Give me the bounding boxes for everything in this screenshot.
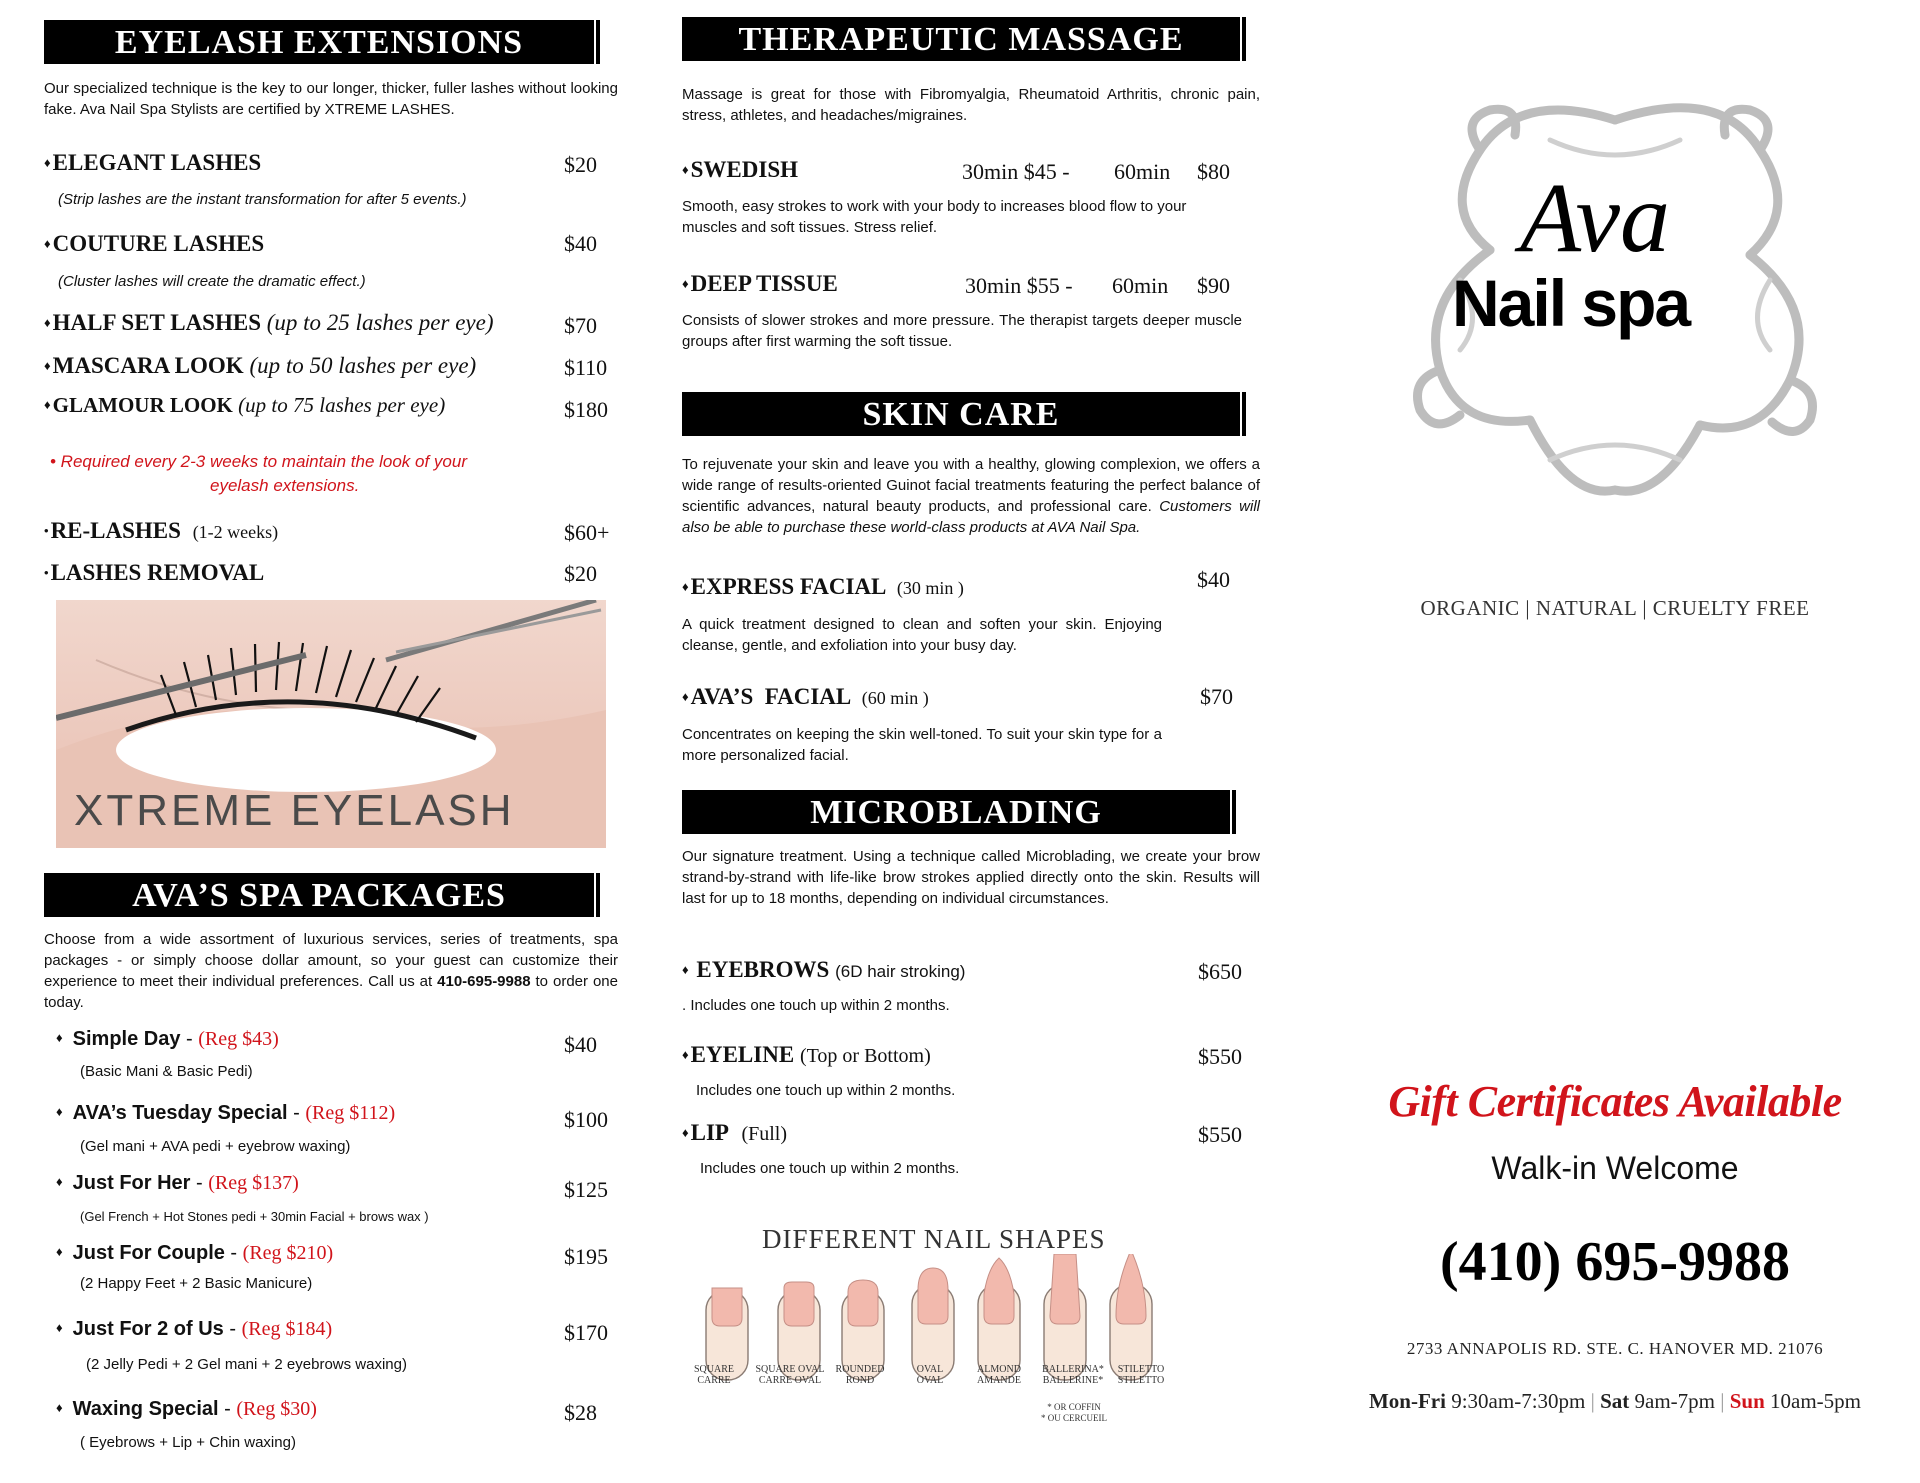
ava-logo xyxy=(1400,80,1830,520)
eyelash-item: ♦MASCARA LOOK (up to 50 lashes per eye) xyxy=(44,353,477,378)
skincare-title: SKIN CARE xyxy=(682,392,1240,436)
relashes-item: •RE-LASHES (1-2 weeks) xyxy=(44,518,279,543)
massage-duration: 60min xyxy=(1112,273,1169,298)
nail-shape-footnote xyxy=(1034,1402,1114,1424)
massage-banner xyxy=(682,17,1240,61)
required-note-line: • Required every 2-3 weeks to maintain the look of your xyxy=(50,452,467,471)
package-item: ♦ Just For Her - (Reg $137) xyxy=(56,1172,299,1194)
eyelash-photo xyxy=(56,600,606,848)
package-reg-price: (Reg $210) xyxy=(242,1242,334,1264)
nail-shape-label xyxy=(748,1364,832,1386)
logo-text-nailspa: Nail spa xyxy=(1452,266,1690,340)
item-name: COUTURE LASHES xyxy=(52,231,265,256)
footnote-line: * OU CERCUEIL xyxy=(1041,1413,1107,1423)
item-name: EYEBROWS xyxy=(696,957,830,982)
package-reg-price: (Reg $112) xyxy=(305,1102,396,1124)
item-name: RE-LASHES xyxy=(50,518,181,543)
required-note-line: eyelash extensions. xyxy=(210,476,360,495)
shape-label-en: STILETTO xyxy=(1117,1364,1165,1375)
package-reg-price: (Reg $184) xyxy=(241,1318,333,1340)
item-name: EXPRESS FACIAL xyxy=(690,574,886,599)
item-modifier: (up to 25 lashes per eye) xyxy=(266,310,494,335)
walk-in-welcome: Walk-in Welcome xyxy=(1491,1150,1739,1186)
footnote-line: * OR COFFIN xyxy=(1047,1402,1101,1412)
shape-label-fr: ROND xyxy=(845,1375,875,1386)
package-name: Simple Day xyxy=(72,1028,181,1050)
massage-intro: Massage is great for those with Fibromyalgia, Rheumatoid Arthritis, chronic pain, stress, athletes, and headaches/migraines. xyxy=(682,86,1260,124)
item-price: $110 xyxy=(564,355,608,380)
item-price: $80 xyxy=(1197,159,1230,184)
item-name: ELEGANT LASHES xyxy=(52,150,262,175)
package-item: ♦ Waxing Special - (Reg $30) xyxy=(56,1398,317,1420)
microblading-banner xyxy=(682,790,1230,834)
hours-day: Sat xyxy=(1600,1389,1630,1413)
item-price: $550 xyxy=(1198,1122,1242,1147)
photo-caption: XTREME EYELASH xyxy=(74,786,515,835)
package-desc: (Gel mani + AVA pedi + eyebrow waxing) xyxy=(80,1138,351,1155)
item-name: MASCARA LOOK xyxy=(52,353,244,378)
hours-time: 10am-5pm xyxy=(1770,1389,1862,1413)
package-name: Waxing Special xyxy=(72,1398,219,1420)
microblading-desc: . Includes one touch up within 2 months. xyxy=(682,997,950,1014)
package-price: $40 xyxy=(564,1032,597,1057)
item-note: (Cluster lashes will create the dramatic effect.) xyxy=(58,273,366,290)
item-name: AVA’S FACIAL xyxy=(690,684,850,709)
eyelash-item: ♦HALF SET LASHES (up to 25 lashes per eye) xyxy=(44,310,494,335)
shape-label-fr: CARRE OVAL xyxy=(758,1375,822,1386)
massage-title: THERAPEUTIC MASSAGE xyxy=(682,17,1240,61)
facial-item: ♦AVA’S FACIAL (60 min ) xyxy=(682,684,929,709)
nail-shape-label xyxy=(686,1364,742,1386)
packages-title: AVA’S SPA PACKAGES xyxy=(44,873,594,917)
phone-number[interactable]: (410) 695-9988 xyxy=(1440,1231,1790,1293)
item-name: LASHES REMOVAL xyxy=(50,560,265,585)
eyelash-intro: Our specialized technique is the key to our longer, thicker, fuller lashes without looking fake. Ava Nail Spa Stylists are certified by XTREME LASHES. xyxy=(44,80,618,118)
massage-duration: 60min xyxy=(1114,159,1171,184)
hours-day: Mon-Fri xyxy=(1368,1389,1446,1413)
eyelash-item: ♦ELEGANT LASHES xyxy=(44,150,262,175)
massage-item: ♦DEEP TISSUE xyxy=(682,271,838,296)
hours-divider: | xyxy=(1720,1389,1725,1413)
microblading-desc: Includes one touch up within 2 months. xyxy=(696,1082,956,1099)
skincare-intro xyxy=(682,454,1260,538)
item-price: $650 xyxy=(1198,959,1242,984)
removal-item: •LASHES REMOVAL xyxy=(44,560,265,585)
microblading-title: MICROBLADING xyxy=(682,790,1230,834)
package-name: AVA’s Tuesday Special xyxy=(72,1102,288,1124)
item-modifier: (Top or Bottom) xyxy=(799,1045,931,1067)
massage-item: ♦SWEDISH xyxy=(682,157,799,182)
shape-label-en: BALLERINA* xyxy=(1042,1364,1104,1375)
package-price: $28 xyxy=(564,1400,597,1425)
item-modifier: (30 min ) xyxy=(896,578,964,598)
package-reg-price: (Reg $43) xyxy=(198,1028,279,1050)
shape-label-fr: CARRE xyxy=(697,1375,731,1386)
item-name: GLAMOUR LOOK xyxy=(52,393,233,417)
item-price: $20 xyxy=(564,152,597,177)
shape-label-en: OVAL xyxy=(916,1364,944,1375)
intro-text: Choose from a wide assortment of luxurious services, series of treatments, spa packages - or simply choose dollar amount, so your guest can customize their experience to meet their individual preferences. Call us at xyxy=(44,931,618,990)
massage-duration: 30min $45 - xyxy=(962,159,1070,184)
item-modifier: (up to 75 lashes per eye) xyxy=(238,393,446,417)
item-price: $90 xyxy=(1197,273,1230,298)
microblading-desc: Includes one touch up within 2 months. xyxy=(700,1160,960,1177)
package-reg-price: (Reg $137) xyxy=(208,1172,299,1194)
nail-shape-label xyxy=(1108,1364,1174,1386)
item-price: $70 xyxy=(1200,684,1233,709)
address: 2733 ANNAPOLIS RD. STE. C. HANOVER MD. 21076 xyxy=(1406,1339,1824,1358)
massage-desc: Smooth, easy strokes to work with your body to increases blood flow to your muscles and soft tissues. Stress relief. xyxy=(682,198,1187,236)
shape-label-fr: AMANDE xyxy=(977,1375,1021,1386)
nail-shape-label xyxy=(1038,1364,1108,1386)
packages-banner xyxy=(44,873,594,917)
item-note: (Strip lashes are the instant transformation for after 5 events.) xyxy=(58,191,467,208)
nail-shapes-title: DIFFERENT NAIL SHAPES xyxy=(762,1224,1106,1254)
facial-item: ♦EXPRESS FACIAL (30 min ) xyxy=(682,574,964,599)
item-modifier: (60 min ) xyxy=(861,688,929,708)
massage-desc: Consists of slower strokes and more pressure. The therapist targets deeper muscle groups after first warming the soft tissue. xyxy=(682,312,1242,350)
hours-time: 9:30am-7:30pm xyxy=(1451,1389,1586,1413)
shape-label-en: ALMOND xyxy=(977,1364,1021,1375)
nail-shape-label xyxy=(966,1364,1032,1386)
shape-label-fr: BALLERINE* xyxy=(1042,1375,1104,1386)
eyelash-title: EYELASH EXTENSIONS xyxy=(44,20,594,64)
item-price: $550 xyxy=(1198,1044,1242,1069)
shape-label-en: SQUARE xyxy=(693,1364,734,1375)
facial-desc: A quick treatment designed to clean and soften your skin. Enjoying cleanse, gentle, and exfoliation into your busy day. xyxy=(682,616,1162,654)
package-item: ♦ Just For Couple - (Reg $210) xyxy=(56,1242,334,1264)
package-desc: (2 Happy Feet + 2 Basic Manicure) xyxy=(80,1275,313,1292)
microblading-item: ♦EYELINE (Top or Bottom) xyxy=(682,1042,931,1067)
intro-phone: 410-695-9988 xyxy=(437,973,531,990)
intro-text: To rejuvenate your skin and leave you with a healthy, glowing complexion, we offers a wide range of results-oriented Guinot facial treatments featuring the perfect balance of scientific advances, natural beauty products, and professional care. xyxy=(682,456,1260,515)
packages-intro xyxy=(44,929,618,1013)
eyelash-item: ♦GLAMOUR LOOK (up to 75 lashes per eye) xyxy=(44,393,446,417)
package-item: ♦ Simple Day - (Reg $43) xyxy=(56,1028,279,1050)
shape-label-fr: STILETTO xyxy=(1117,1375,1165,1386)
eyelash-banner xyxy=(44,20,594,64)
item-name: LIP xyxy=(690,1120,728,1145)
gift-certificates: Gift Certificates Available xyxy=(1388,1077,1842,1126)
package-reg-price: (Reg $30) xyxy=(236,1398,317,1420)
nail-shape-label xyxy=(902,1364,958,1386)
package-desc: ( Eyebrows + Lip + Chin waxing) xyxy=(80,1434,296,1451)
item-price: $40 xyxy=(1197,567,1230,592)
item-modifier: (1-2 weeks) xyxy=(192,522,279,542)
package-price: $195 xyxy=(564,1244,608,1269)
logo-text-ava: Ava xyxy=(1520,162,1670,273)
shape-label-en: SQUARE OVAL xyxy=(755,1364,825,1375)
microblading-item: ♦ EYEBROWS (6D hair stroking) xyxy=(682,957,966,982)
item-modifier: (6D hair stroking) xyxy=(835,962,966,981)
nail-shape-label xyxy=(828,1364,892,1386)
package-price: $125 xyxy=(564,1177,608,1202)
intro-italic-text: Customers will also be able to purchase these world-class products at AVA Nail Spa. xyxy=(682,498,1260,536)
shape-label-fr: OVAL xyxy=(916,1375,944,1386)
item-modifier: (Full) xyxy=(741,1123,788,1145)
required-note xyxy=(50,450,570,498)
package-name: Just For Couple xyxy=(72,1242,225,1264)
item-price: $20 xyxy=(564,561,597,586)
intro-text: to order one today. xyxy=(44,973,618,1011)
package-item: ♦ Just For 2 of Us - (Reg $184) xyxy=(56,1318,333,1340)
package-name: Just For 2 of Us xyxy=(72,1318,224,1340)
massage-duration: 30min $55 - xyxy=(965,273,1073,298)
business-hours xyxy=(1330,1389,1900,1414)
microblading-intro: Our signature treatment. Using a technique called Microblading, we create your brow strand-by-strand with life-like brow strokes applied directly onto the skin. Results will last for up to 18 months, depending on individual circumstances. xyxy=(682,848,1260,907)
package-desc: (2 Jelly Pedi + 2 Gel mani + 2 eyebrows waxing) xyxy=(86,1356,407,1373)
package-desc: (Basic Mani & Basic Pedi) xyxy=(80,1063,253,1080)
item-name: HALF SET LASHES xyxy=(52,310,261,335)
item-price: $60+ xyxy=(564,520,610,545)
hours-day-sunday: Sun xyxy=(1729,1389,1765,1413)
package-desc: (Gel French + Hot Stones pedi + 30min Facial + brows wax ) xyxy=(80,1209,429,1224)
item-name: SWEDISH xyxy=(690,157,799,182)
eyelash-item: ♦COUTURE LASHES xyxy=(44,231,265,256)
package-price: $170 xyxy=(564,1320,608,1345)
hours-divider: | xyxy=(1590,1389,1595,1413)
tagline: ORGANIC | NATURAL | CRUELTY FREE xyxy=(1420,596,1810,620)
item-name: EYELINE xyxy=(690,1042,795,1067)
microblading-item: ♦LIP (Full) xyxy=(682,1120,788,1145)
item-name: DEEP TISSUE xyxy=(690,271,838,296)
skincare-banner xyxy=(682,392,1240,436)
item-modifier: (up to 50 lashes per eye) xyxy=(249,353,477,378)
package-price: $100 xyxy=(564,1107,608,1132)
item-price: $70 xyxy=(564,313,597,338)
shape-label-en: ROUNDED xyxy=(835,1364,885,1375)
package-name: Just For Her xyxy=(72,1172,191,1194)
item-price: $180 xyxy=(564,397,608,422)
hours-time: 9am-7pm xyxy=(1634,1389,1716,1413)
package-item: ♦ AVA’s Tuesday Special - (Reg $112) xyxy=(56,1102,396,1124)
item-price: $40 xyxy=(564,231,597,256)
facial-desc: Concentrates on keeping the skin well-toned. To suit your skin type for a more personalized facial. xyxy=(682,726,1162,764)
